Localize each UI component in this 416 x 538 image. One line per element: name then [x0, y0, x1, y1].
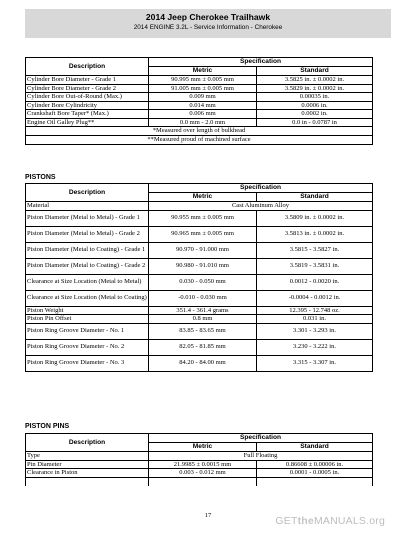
standard-header: Standard	[257, 193, 373, 202]
specification-header: Specification	[149, 184, 373, 193]
description-header: Description	[26, 434, 149, 452]
row-description: Type	[26, 452, 149, 461]
table-row	[26, 355, 373, 371]
metric-header: Metric	[149, 193, 257, 202]
specification-header: Specification	[149, 58, 373, 67]
row-standard: -0.0004 - 0.0012 in.	[257, 290, 373, 306]
document-header	[25, 9, 391, 38]
row-metric: 90.995 mm ± 0.005 mm	[149, 76, 257, 85]
description-header: Description	[26, 58, 149, 76]
table-row	[26, 84, 373, 93]
pistons-section-title: PISTONS	[25, 174, 56, 181]
row-standard: 3.315 - 3.307 in.	[257, 355, 373, 371]
row-description: Piston Diameter (Metal to Metal) - Grade 2	[26, 226, 149, 242]
table-row	[26, 315, 373, 324]
page-number: 17	[204, 512, 212, 519]
row-metric: 0.8 mm	[149, 315, 257, 324]
row-description: Piston Diameter (Metal to Metal) - Grade 1	[26, 210, 149, 226]
row-standard: 3.5815 - 3.5827 in.	[257, 242, 373, 258]
piston-pins-section-title: PISTON PINS	[25, 423, 70, 430]
row-standard: 0.0 in - 0.0787 in	[257, 118, 373, 127]
row-description: Piston Diameter (Metal to Coating) - Grade 1	[26, 242, 149, 258]
table-note-row	[26, 136, 373, 145]
table-row	[26, 323, 373, 339]
watermark-part: MANUALS.org	[313, 515, 385, 527]
row-type-value: Full Floating	[149, 452, 373, 461]
specification-header: Specification	[149, 434, 373, 443]
row-standard: 0.86608 ± 0.00006 in.	[257, 460, 373, 469]
row-metric: 0.006 mm	[149, 110, 257, 119]
row-description: Material	[26, 202, 149, 211]
cylinder-bore-spec-table	[25, 57, 373, 145]
row-description: Cylinder Bore Diameter - Grade 1	[26, 76, 149, 85]
footnote-machined-surface: **Measured proud of machined surface	[26, 136, 373, 145]
row-standard: 3.5829 in. ± 0.0002 in.	[257, 84, 373, 93]
row-description: Clearance at Size Location (Metal to Metal)	[26, 274, 149, 290]
metric-header: Metric	[149, 443, 257, 452]
row-description: Piston Pin Offset	[26, 315, 149, 324]
table-row-partial	[26, 477, 373, 486]
row-standard: 3.5819 - 3.5831 in.	[257, 258, 373, 274]
row-metric: 90.980 - 91.010 mm	[149, 258, 257, 274]
standard-header: Standard	[257, 67, 373, 76]
table-row	[26, 460, 373, 469]
row-metric: 0.0 mm - 2.0 mm	[149, 118, 257, 127]
table-row	[26, 306, 373, 315]
row-metric: 90.955 mm ± 0.005 mm	[149, 210, 257, 226]
row-metric: 21.9985 ± 0.0015 mm	[149, 460, 257, 469]
table-row	[26, 118, 373, 127]
pistons-spec-table	[25, 183, 373, 372]
table-row	[26, 339, 373, 355]
row-description: Pin Diameter	[26, 460, 149, 469]
row-metric: 91.005 mm ± 0.005 mm	[149, 84, 257, 93]
row-standard: 0.031 in.	[257, 315, 373, 324]
metric-header: Metric	[149, 67, 257, 76]
row-metric: 90.970 - 91.000 mm	[149, 242, 257, 258]
row-metric: 90.965 mm ± 0.005 mm	[149, 226, 257, 242]
watermark-part: GET	[275, 515, 298, 527]
table-row	[26, 290, 373, 306]
row-description: Cylinder Bore Out-of-Round (Max.)	[26, 93, 149, 102]
table-row	[26, 469, 373, 478]
table-row	[26, 242, 373, 258]
row-material-value: Cast Aluminum Alloy	[149, 202, 373, 211]
row-description: Clearance in Piston	[26, 469, 149, 478]
row-standard: 3.230 - 3.222 in.	[257, 339, 373, 355]
row-standard: 0.0002 in.	[257, 110, 373, 119]
table-row	[26, 76, 373, 85]
row-metric: 351.4 - 361.4 grams	[149, 306, 257, 315]
watermark-part: the	[297, 515, 314, 527]
row-metric: 84.20 - 84.00 mm	[149, 355, 257, 371]
row-standard: 3.301 - 3.293 in.	[257, 323, 373, 339]
row-description: Clearance at Size Location (Metal to Coating)	[26, 290, 149, 306]
table-note-row	[26, 127, 373, 136]
row-description: Piston Ring Groove Diameter - No. 1	[26, 323, 149, 339]
row-description: Cylinder Bore Diameter - Grade 2	[26, 84, 149, 93]
row-standard: 3.5809 in. ± 0.0002 in.	[257, 210, 373, 226]
document-title: 2014 Jeep Cherokee Trailhawk	[145, 12, 271, 22]
row-standard: 0.0006 in.	[257, 101, 373, 110]
table-row	[26, 110, 373, 119]
row-standard: 0.0012 - 0.0020 in.	[257, 274, 373, 290]
row-metric: 0.014 mm	[149, 101, 257, 110]
row-standard: 0.0001 - 0.0005 in.	[257, 469, 373, 478]
row-description: Piston Ring Groove Diameter - No. 2	[26, 339, 149, 355]
table-row	[26, 210, 373, 226]
row-metric: -0.010 - 0.030 mm	[149, 290, 257, 306]
row-standard: 0.00035 in.	[257, 93, 373, 102]
standard-header: Standard	[257, 443, 373, 452]
row-description: Piston Ring Groove Diameter - No. 3	[26, 355, 149, 371]
row-standard: 3.5813 in. ± 0.0002 in.	[257, 226, 373, 242]
document-subtitle: 2014 ENGINE 3.2L - Service Information - Cherokee	[133, 24, 283, 31]
row-standard: 12.395 - 12.748 oz.	[257, 306, 373, 315]
table-row	[26, 258, 373, 274]
row-metric: 82.05 - 81.85 mm	[149, 339, 257, 355]
row-metric: 0.030 - 0.050 mm	[149, 274, 257, 290]
row-metric: 0.009 mm	[149, 93, 257, 102]
row-description: Crankshaft Bore Taper* (Max.)	[26, 110, 149, 119]
table-row	[26, 226, 373, 242]
table-row	[26, 274, 373, 290]
footnote-bulkhead: *Measured over length of bulkhead	[26, 127, 373, 136]
row-description: Engine Oil Galley Plug**	[26, 118, 149, 127]
table-row	[26, 93, 373, 102]
row-metric: 0.003 - 0.012 mm	[149, 469, 257, 478]
piston-pins-spec-table	[25, 433, 373, 486]
row-description: Piston Weight	[26, 306, 149, 315]
row-metric: 83.85 - 83.65 mm	[149, 323, 257, 339]
row-standard: 3.5825 in. ± 0.0002 in.	[257, 76, 373, 85]
row-description: Cylinder Bore Cylindricity	[26, 101, 149, 110]
table-row	[26, 452, 373, 461]
row-description: Piston Diameter (Metal to Coating) - Grade 2	[26, 258, 149, 274]
description-header: Description	[26, 184, 149, 202]
table-row	[26, 202, 373, 211]
table-row	[26, 101, 373, 110]
watermark-logo	[275, 515, 385, 527]
